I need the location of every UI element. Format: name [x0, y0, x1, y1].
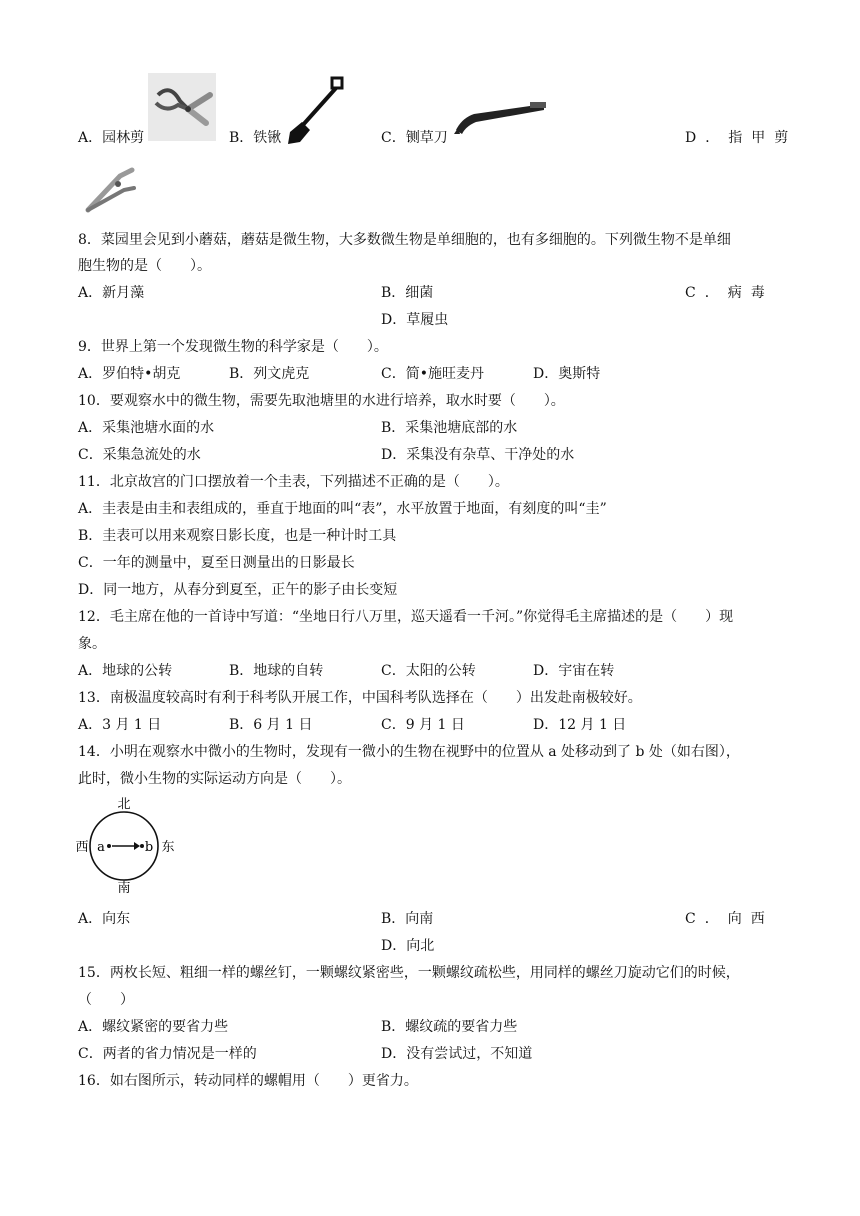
q12-stem-line-1: 12．毛主席在他的一首诗中写道：“坐地日行八万里，巡天遥看一千河。”你觉得毛主席描述的是（ ）现: [78, 609, 734, 625]
q14-option-a: A．向东: [78, 911, 131, 927]
q9-option-d: D．奥斯特: [533, 366, 601, 382]
q16-stem: 16．如右图所示，转动同样的螺帽用（ ）更省力。: [78, 1073, 418, 1089]
microscope-field-diagram: [74, 794, 178, 896]
q15-option-d: D．没有尝试过，不知道: [381, 1046, 533, 1062]
q10-option-d: D．采集没有杂草、干净处的水: [381, 447, 575, 463]
q8-option-d: D．草履虫: [381, 312, 449, 328]
diagram-west-label: 西: [75, 840, 89, 855]
q9-option-c: C．简•施旺麦丹: [381, 366, 484, 382]
q13-option-a: A．3 月 1 日: [78, 717, 162, 733]
q7-option-d: D．指甲剪: [685, 130, 798, 146]
q7-option-c: C．铡草刀: [381, 130, 448, 146]
diagram-east-label: 东: [161, 840, 175, 855]
q11-option-b: B．圭表可以用来观察日影长度，也是一种计时工具: [78, 528, 397, 544]
q10-option-c: C．采集急流处的水: [78, 447, 201, 463]
q13-option-d: D．12 月 1 日: [533, 717, 627, 733]
nail-clipper-icon: [80, 164, 142, 216]
q8-stem-line-1: 8．菜园里会见到小蘑菇，蘑菇是微生物，大多数微生物是单细胞的，也有多细胞的。下列微生物不是单细: [78, 232, 731, 248]
q15-option-b: B．螺纹疏的要省力些: [381, 1019, 518, 1035]
q10-option-a: A．采集池塘水面的水: [78, 420, 215, 436]
garden-shears-icon: [148, 73, 216, 141]
q7-option-b: B．铁锹: [229, 130, 282, 146]
arrow-right-icon: [134, 842, 140, 850]
q14-stem-line-1: 14．小明在观察水中微小的生物时，发现有一微小的生物在视野中的位置从 a 处移动到了 b 处（如右图），: [78, 744, 740, 760]
q15-stem-line-2: （ ）: [78, 992, 134, 1008]
q11-option-c: C．一年的测量中，夏至日测量出的日影最长: [78, 555, 355, 571]
q14-option-c: C．向西: [685, 911, 774, 927]
q14-option-d: D．向北: [381, 938, 435, 954]
diagram-north-label: 北: [117, 797, 131, 812]
q10-option-b: B．采集池塘底部的水: [381, 420, 518, 436]
q9-stem: 9．世界上第一个发现微生物的科学家是（ ）。: [78, 339, 388, 355]
diagram-south-label: 南: [117, 881, 131, 896]
q11-option-d: D．同一地方，从春分到夏至，正午的影子由长变短: [78, 582, 398, 598]
q13-stem: 13．南极温度较高时有利于科考队开展工作，中国科考队选择在（ ）出发赴南极较好。: [78, 690, 642, 706]
diagram-point-a-label: a: [97, 840, 105, 855]
q13-option-c: C．9 月 1 日: [381, 717, 465, 733]
q15-stem-line-1: 15．两枚长短、粗细一样的螺丝钉，一颗螺纹紧密些，一颗螺纹疏松些，用同样的螺丝刀旋动它们的时候，: [78, 965, 740, 981]
q13-option-b: B．6 月 1 日: [229, 717, 313, 733]
q9-option-a: A．罗伯特•胡克: [78, 366, 181, 382]
q12-option-d: D．宇宙在转: [533, 663, 615, 679]
q14-option-b: B．向南: [381, 911, 434, 927]
q12-option-a: A．地球的公转: [78, 663, 173, 679]
q8-option-b: B．细菌: [381, 285, 434, 301]
q9-option-b: B．列文虎克: [229, 366, 310, 382]
q7-option-a: A．园林剪: [78, 130, 145, 146]
q12-option-b: B．地球的自转: [229, 663, 324, 679]
hay-cutter-icon: [452, 100, 548, 136]
q11-stem: 11．北京故宫的门口摆放着一个圭表，下列描述不正确的是（ ）。: [78, 474, 509, 490]
q15-option-c: C．两者的省力情况是一样的: [78, 1046, 257, 1062]
q12-stem-line-2: 象。: [78, 636, 106, 652]
q8-option-a: A．新月藻: [78, 285, 145, 301]
q14-stem-line-2: 此时，微小生物的实际运动方向是（ ）。: [78, 771, 351, 787]
q12-option-c: C．太阳的公转: [381, 663, 476, 679]
q8-stem-line-2: 胞生物的是（ ）。: [78, 258, 211, 274]
q11-option-a: A．圭表是由圭和表组成的，垂直于地面的叫“表”，水平放置于地面，有刻度的叫“圭”: [78, 501, 607, 517]
shovel-icon: [286, 74, 348, 146]
diagram-point-b-label: b: [144, 840, 154, 855]
q8-option-c: C．病毒: [685, 285, 774, 301]
q10-stem: 10．要观察水中的微生物，需要先取池塘里的水进行培养，取水时要（ ）。: [78, 393, 565, 409]
q15-option-a: A．螺纹紧密的要省力些: [78, 1019, 229, 1035]
